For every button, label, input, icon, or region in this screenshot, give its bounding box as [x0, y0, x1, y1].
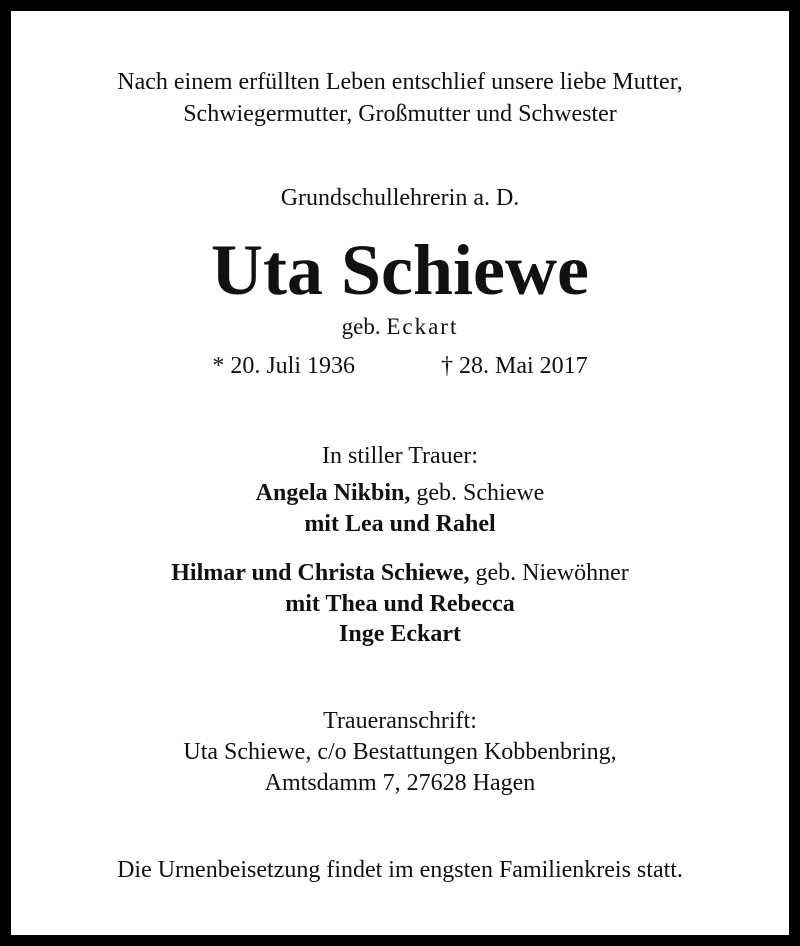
- birth-date: * 20. Juli 1936: [212, 353, 355, 379]
- intro-line-1: Nach einem erfüllten Leben entschlief unsere liebe Mutter,: [117, 69, 683, 95]
- family-2-children: mit Thea und Rebecca: [285, 591, 515, 617]
- family-2-name: Hilmar und Christa Schiewe,: [171, 560, 470, 586]
- family-2-suffix: geb. Niewöhner: [475, 560, 629, 586]
- family-1-name: Angela Nikbin,: [255, 480, 411, 506]
- life-dates: [0, 354, 800, 378]
- maiden-prefix: geb.: [341, 314, 381, 339]
- family-1-suffix: geb. Schiewe: [416, 480, 545, 506]
- deceased-title: Grundschullehrerin a. D.: [280, 185, 520, 211]
- maiden-name: Eckart: [386, 314, 459, 339]
- family-1-line: [0, 481, 800, 505]
- closing-note: Die Urnenbeisetzung findet im engsten Familienkreis statt.: [117, 857, 683, 883]
- death-date: † 28. Mai 2017: [441, 353, 588, 379]
- family-2-extra: Inge Eckart: [339, 621, 461, 647]
- maiden-name-line: [0, 315, 800, 338]
- family-2-line: [0, 561, 800, 585]
- address-line-1: Uta Schiewe, c/o Bestattungen Kobbenbring,: [183, 739, 617, 765]
- mourning-heading: In stiller Trauer:: [322, 443, 478, 469]
- intro-line-2: Schwiegermutter, Großmutter und Schwester: [183, 101, 617, 127]
- address-heading: Traueranschrift:: [323, 708, 477, 734]
- family-1-children: mit Lea und Rahel: [304, 511, 496, 537]
- address-line-2: Amtsdamm 7, 27628 Hagen: [264, 770, 536, 796]
- deceased-name: Uta Schiewe: [211, 230, 589, 310]
